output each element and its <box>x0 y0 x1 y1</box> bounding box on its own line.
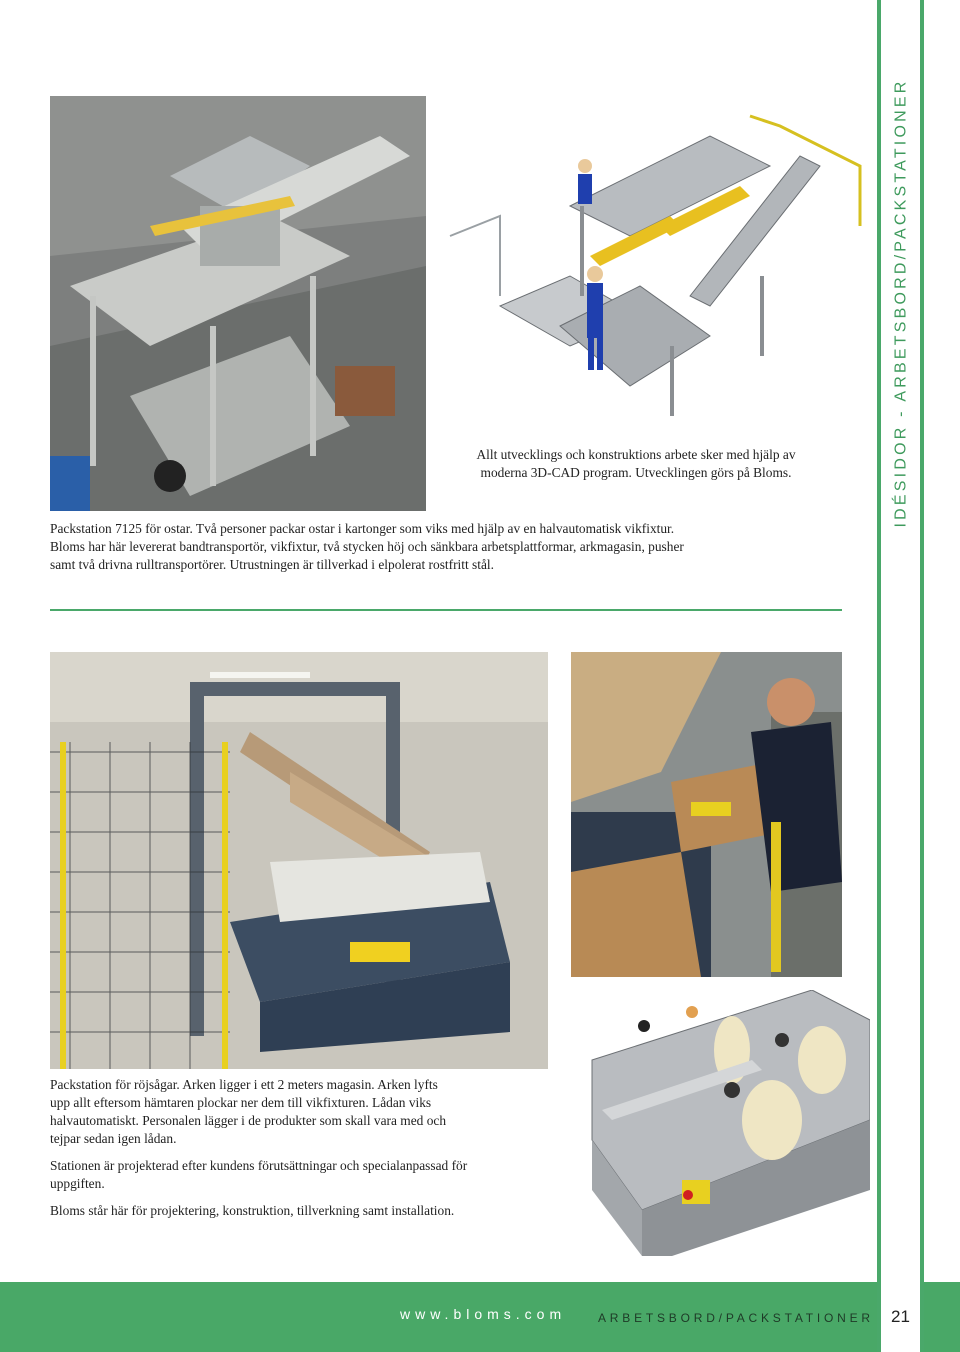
project-caption <box>50 1157 540 1193</box>
cad-folding-fixture <box>552 990 870 1256</box>
rojsagar-line-2: upp allt eftersom hämtaren plockar ner dem till vikfixturen. Lådan viks <box>50 1095 432 1110</box>
packstation-7125-caption <box>50 520 850 574</box>
rojsagar-line-3: halvautomatiskt. Personalen lägger i de produkter som skall vara med och <box>50 1113 447 1128</box>
cad-rendering-packstation <box>440 96 870 436</box>
page-number: 21 <box>877 1282 924 1352</box>
cad-caption <box>458 446 814 482</box>
footer-category: ARBETSBORD/PACKSTATIONER <box>598 1311 874 1325</box>
packstation-7125-line-2: Bloms har här levererat bandtransportör, vikfixtur, två stycken höj och sänkbara arbetsplattformar, arkmagasin, pusher <box>50 539 684 554</box>
packstation-7125-line-3: samt två drivna rulltransportörer. Utrustningen är tillverkad i elpolerat rostfritt stål. <box>50 557 495 572</box>
bloms-caption <box>50 1202 540 1220</box>
page-footer <box>0 1282 960 1352</box>
bloms-caption-line: Bloms står här för projektering, konstruktion, tillverkning samt installation. <box>50 1203 455 1218</box>
photo-worker-packing <box>571 652 842 977</box>
rojsagar-line-4: tejpar sedan igen lådan. <box>50 1131 177 1146</box>
packstation-7125-line-1: Packstation 7125 för ostar. Två personer packar ostar i kartonger som viks med hjälp av en halvautomatisk vikfixtur. <box>50 521 675 536</box>
cad-caption-line-2: moderna 3D-CAD program. Utvecklingen görs på Bloms. <box>480 465 792 480</box>
rojsagar-caption <box>50 1076 530 1148</box>
project-caption-line-1: Stationen är projekterad efter kundens förutsättningar och specialanpassad för <box>50 1158 468 1173</box>
project-caption-line-2: uppgiften. <box>50 1176 105 1191</box>
sidebar-title <box>883 48 919 558</box>
sidebar-title-text: IDÉSIDOR - ARBETSBORD/PACKSTATIONER <box>892 78 909 528</box>
section-divider <box>50 609 842 611</box>
cad-caption-line-1: Allt utvecklings och konstruktions arbete sker med hjälp av <box>476 447 796 462</box>
rojsagar-line-1: Packstation för röjsågar. Arken ligger i ett 2 meters magasin. Arken lyfts <box>50 1077 438 1092</box>
photo-cheese-packstation <box>50 96 426 511</box>
photo-rojsagar-machine <box>50 652 548 1069</box>
footer-url[interactable]: www.bloms.com <box>400 1306 567 1322</box>
